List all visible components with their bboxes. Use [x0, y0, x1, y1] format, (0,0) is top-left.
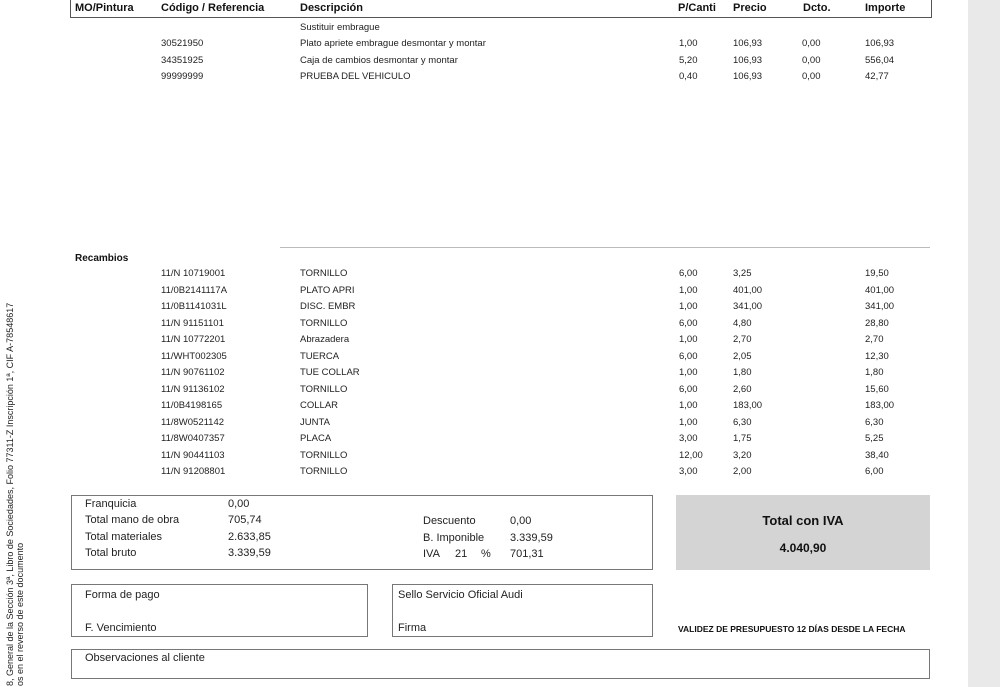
item-code: 99999999 [161, 71, 204, 82]
item-discount: 0,00 [802, 38, 821, 49]
header-pcanti: P/Canti [678, 2, 716, 14]
mo-intro-row [0, 22, 1000, 38]
observaciones-box [71, 649, 930, 679]
header-precio: Precio [733, 2, 767, 14]
section-divider [280, 247, 930, 248]
item-price: 106,93 [733, 54, 763, 66]
item-amount: 38,40 [865, 449, 889, 461]
stamp-signature-box [392, 584, 653, 637]
table-row [0, 433, 1000, 449]
item-quantity: 1,00 [679, 416, 698, 428]
item-quantity: 5,20 [679, 54, 698, 66]
item-price: 1,80 [733, 367, 752, 378]
table-row [0, 71, 1000, 87]
item-quantity: 1,00 [679, 400, 698, 411]
item-description: COLLAR [300, 400, 339, 411]
table-row [0, 417, 1000, 433]
item-code: 11/N 91136102 [161, 383, 225, 395]
item-price: 183,00 [733, 400, 763, 411]
item-code: 11/N 91151101 [161, 317, 224, 329]
descuento-label: Descuento [423, 515, 476, 527]
item-price: 4,80 [733, 317, 752, 329]
recambios-title: Recambios [75, 253, 129, 264]
item-description: Abrazadera [300, 334, 350, 345]
payment-box [71, 584, 368, 637]
item-code: 11/8W0521142 [161, 416, 225, 428]
item-code: 11/0B1141031L [161, 301, 227, 312]
total-con-iva-value: 4.040,90 [779, 541, 827, 555]
table-row [0, 351, 1000, 367]
item-quantity: 6,00 [679, 268, 698, 279]
item-code: 30521950 [161, 38, 204, 49]
item-price: 3,20 [733, 449, 752, 461]
sello-label: Sello Servicio Oficial Audi [398, 589, 523, 601]
item-description: PLACA [300, 433, 332, 444]
item-quantity: 1,00 [679, 301, 698, 312]
item-code: 11/N 10719001 [161, 268, 226, 279]
item-code: 11/N 90441103 [161, 449, 225, 461]
materiales-label: Total materiales [85, 531, 163, 543]
item-description: TORNILLO [300, 268, 348, 279]
item-amount: 5,25 [865, 433, 884, 444]
item-quantity: 0,40 [679, 71, 698, 82]
item-amount: 6,30 [865, 416, 884, 428]
item-price: 3,25 [733, 268, 752, 279]
materiales-value: 2.633,85 [228, 531, 271, 543]
item-description: PLATO APRI [300, 284, 355, 296]
table-row [0, 450, 1000, 466]
item-code: 11/0B2141117A [161, 284, 228, 296]
item-price: 2,70 [733, 334, 752, 345]
item-amount: 106,93 [865, 38, 895, 49]
item-description: TUERCA [300, 350, 340, 362]
item-amount: 556,04 [865, 54, 895, 66]
item-description: Caja de cambios desmontar y montar [300, 54, 458, 66]
item-amount: 183,00 [865, 400, 895, 411]
table-row [0, 400, 1000, 416]
item-amount: 401,00 [865, 284, 895, 296]
item-amount: 1,80 [865, 367, 884, 378]
firma-label: Firma [398, 622, 427, 634]
item-amount: 19,50 [865, 268, 889, 279]
table-row [0, 55, 1000, 71]
item-amount: 12,30 [865, 350, 889, 362]
table-row [0, 384, 1000, 400]
item-price: 2,05 [733, 350, 752, 362]
validez-note: VALIDEZ DE PRESUPUESTO 12 DÍAS DESDE LA FECHA [678, 624, 906, 634]
mo-intro-text: Sustituir embrague [300, 22, 380, 33]
iva-percent-sign: % [481, 548, 491, 560]
franquicia-value: 0,00 [228, 498, 250, 510]
item-price: 401,00 [733, 284, 763, 296]
imponible-label: B. Imponible [423, 532, 485, 544]
table-row [0, 318, 1000, 334]
iva-rate: 21 [455, 548, 468, 560]
item-price: 2,60 [733, 383, 752, 395]
item-amount: 6,00 [865, 466, 884, 477]
item-code: 11/0B4198165 [161, 400, 223, 411]
item-description: Plato apriete embrague desmontar y montar [300, 38, 486, 49]
total-con-iva-label: Total con IVA [762, 513, 844, 528]
item-description: DISC. EMBR [300, 301, 356, 312]
table-row [0, 334, 1000, 350]
item-amount: 15,60 [865, 383, 889, 395]
item-quantity: 6,00 [679, 350, 698, 362]
descuento-value: 0,00 [510, 515, 532, 527]
header-codigo: Código / Referencia [161, 2, 265, 14]
item-price: 106,93 [733, 71, 763, 82]
item-amount: 42,77 [865, 71, 889, 82]
mano-obra-value: 705,74 [228, 514, 262, 526]
item-code: 11/N 91208801 [161, 466, 226, 477]
item-price: 2,00 [733, 466, 752, 477]
item-description: JUNTA [300, 416, 330, 428]
vencimiento-label: F. Vencimiento [85, 622, 157, 634]
item-price: 6,30 [733, 416, 752, 428]
mano-obra-label: Total mano de obra [85, 514, 180, 526]
table-row [0, 268, 1000, 284]
item-price: 106,93 [733, 38, 763, 49]
table-row [0, 285, 1000, 301]
table-row [0, 301, 1000, 317]
item-description: PRUEBA DEL VEHICULO [300, 71, 411, 82]
item-discount: 0,00 [802, 71, 821, 82]
item-price: 341,00 [733, 301, 763, 312]
item-quantity: 1,00 [679, 334, 698, 345]
item-description: TUE COLLAR [300, 367, 360, 378]
item-quantity: 1,00 [679, 38, 698, 49]
summary-box [71, 495, 653, 570]
bruto-label: Total bruto [85, 547, 137, 559]
iva-label: IVA [423, 548, 440, 560]
item-quantity: 6,00 [679, 317, 698, 329]
header-importe: Importe [865, 2, 906, 14]
item-price: 1,75 [733, 433, 752, 444]
item-code: 34351925 [161, 54, 204, 66]
item-code: 11/WHT002305 [161, 350, 227, 362]
item-description: TORNILLO [300, 449, 348, 461]
item-description: TORNILLO [300, 466, 348, 477]
iva-value: 701,31 [510, 548, 544, 560]
item-quantity: 1,00 [679, 284, 698, 296]
imponible-value: 3.339,59 [510, 532, 553, 544]
item-amount: 341,00 [865, 301, 895, 312]
item-description: TORNILLO [300, 317, 348, 329]
legal-registry-text: 8, General de la Sección 3ª, Libro de Sociedades, Folio 77311-Z Inscripción 1ª, CIF A-78548617 [5, 302, 15, 686]
item-code: 11/N 10772201 [161, 334, 226, 345]
legal-reverse-text: os en el reverso de este documento [15, 542, 25, 686]
item-code: 11/N 90761102 [161, 367, 225, 378]
table-row [0, 367, 1000, 383]
item-quantity: 3,00 [679, 466, 698, 477]
item-quantity: 1,00 [679, 367, 698, 378]
table-header [70, 0, 932, 18]
item-amount: 28,80 [865, 317, 889, 329]
header-descripcion: Descripción [300, 2, 363, 14]
table-row [0, 38, 1000, 54]
table-row [0, 466, 1000, 482]
franquicia-label: Franquicia [85, 498, 137, 510]
item-description: TORNILLO [300, 383, 348, 395]
observaciones-label: Observaciones al cliente [85, 652, 205, 664]
item-quantity: 6,00 [679, 383, 698, 395]
total-con-iva-box [676, 495, 930, 570]
header-mo-pintura: MO/Pintura [75, 2, 134, 14]
bruto-value: 3.339,59 [228, 547, 271, 559]
item-discount: 0,00 [802, 54, 821, 66]
item-quantity: 12,00 [679, 449, 703, 461]
header-dcto: Dcto. [803, 2, 831, 14]
item-quantity: 3,00 [679, 433, 698, 444]
item-amount: 2,70 [865, 334, 884, 345]
item-code: 11/8W0407357 [161, 433, 225, 444]
forma-pago-label: Forma de pago [85, 589, 160, 601]
